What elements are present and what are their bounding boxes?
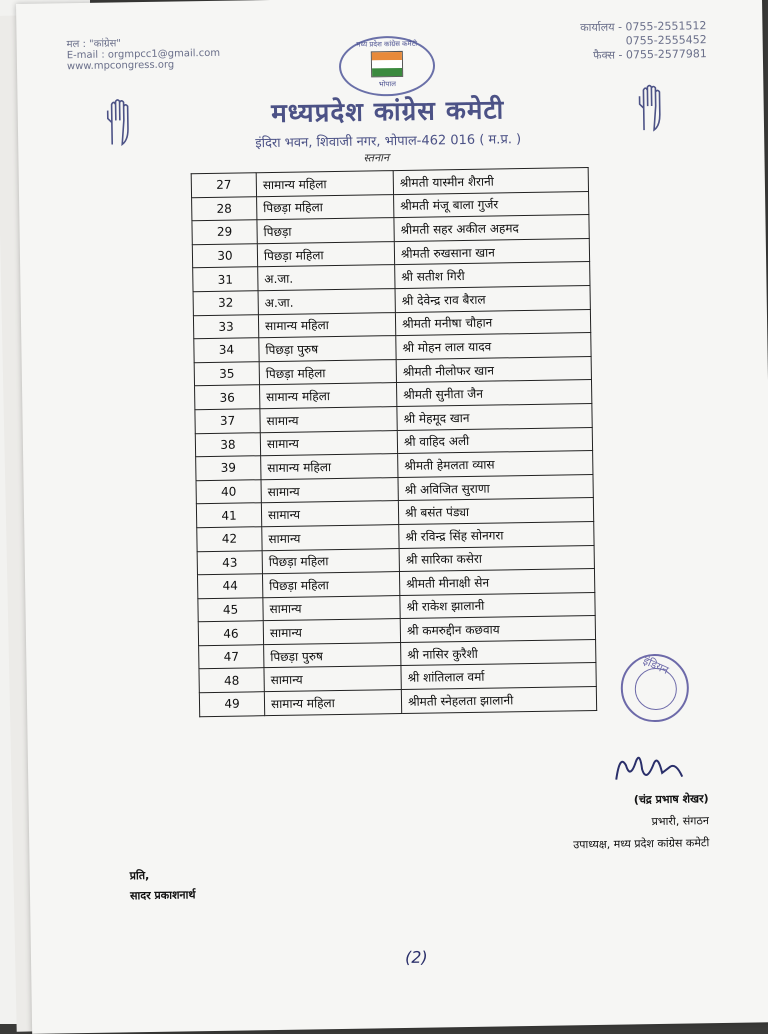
row-number: 34 <box>194 338 259 363</box>
row-category: सामान्य <box>264 666 401 692</box>
row-number: 45 <box>198 597 263 622</box>
row-name: श्री शांतिलाल वर्मा <box>401 663 596 690</box>
row-number: 46 <box>198 621 263 646</box>
row-category: सामान्य <box>263 619 400 645</box>
row-name: श्रीमती सहर अकील अहमद <box>394 215 589 242</box>
fax-number: फैक्स - 0755-2577981 <box>593 47 707 62</box>
row-category: सामान्य महिला <box>260 383 397 409</box>
organization-address: इंदिरा भवन, शिवाजी नगर, भोपाल-462 016 ( म.प्र. ) <box>255 132 522 152</box>
row-number: 31 <box>193 267 258 292</box>
row-number: 36 <box>195 385 260 410</box>
row-name: श्री वाहिद अली <box>397 427 592 454</box>
row-name: श्री मोहन लाल यादव <box>396 333 591 360</box>
row-name: श्रीमती रुखसाना खान <box>394 238 589 265</box>
row-name: श्रीमती मीनाक्षी सेन <box>399 569 594 596</box>
hand-symbol-icon-right <box>631 84 674 133</box>
row-name: श्री राकेश झालानी <box>400 592 595 619</box>
row-category: पिछड़ा पुरुष <box>264 642 401 668</box>
row-name: श्री मेहमूद खान <box>397 403 592 430</box>
row-number: 38 <box>195 432 260 457</box>
row-category: पिछड़ा महिला <box>262 548 399 574</box>
row-name: श्रीमती स्नेहलता झालानी <box>401 687 596 714</box>
official-stamp <box>620 654 689 723</box>
seal-text: मध्य प्रदेश कांग्रेस कमेटी <box>356 39 418 49</box>
recipient-to: प्रति, <box>129 869 150 883</box>
row-category: अ.जा. <box>258 265 395 291</box>
signatory-block <box>508 788 709 857</box>
row-category: सामान्य महिला <box>256 171 393 197</box>
signatory-designation: उपाध्यक्ष, मध्य प्रदेश कांग्रेस कमेटी <box>573 836 710 852</box>
telegram-label: मल : "कांग्रेस" <box>66 38 122 51</box>
contact-left <box>67 37 221 72</box>
row-number: 39 <box>196 456 261 481</box>
row-number: 28 <box>192 196 257 221</box>
hand-symbol-icon-left <box>99 98 142 147</box>
row-name: श्री देवेन्द्र राव बैराल <box>395 285 590 312</box>
row-name: श्रीमती सुनीता जैन <box>396 380 591 407</box>
row-name: श्री बसंत पंड्या <box>398 498 593 525</box>
row-number: 32 <box>193 291 258 316</box>
row-number: 35 <box>194 361 259 386</box>
contact-right <box>546 19 707 64</box>
stamp-text: इंडियन <box>640 654 671 677</box>
signatory-role: प्रभारी, संगठन <box>651 814 710 829</box>
flag-icon <box>371 51 403 77</box>
row-number: 44 <box>197 574 262 599</box>
row-category: अ.जा. <box>258 289 395 315</box>
row-number: 40 <box>196 479 261 504</box>
row-category: पिछड़ा महिला <box>257 194 394 220</box>
website-text: www.mpcongress.org <box>66 59 175 73</box>
row-name: श्रीमती मंजू बाला गुर्जर <box>394 191 589 218</box>
row-name: श्री रविन्द्र सिंह सोनगरा <box>399 521 594 548</box>
row-category: सामान्य महिला <box>261 454 398 480</box>
row-category: सामान्य <box>260 407 397 433</box>
table-row <box>199 687 596 717</box>
office-phone: कार्यालय - 0755-2551512 <box>580 19 707 35</box>
row-category: पिछड़ा महिला <box>257 241 394 267</box>
row-category: पिछड़ा पुरुष <box>259 336 396 362</box>
row-number: 49 <box>199 692 264 717</box>
recipient-block <box>130 865 196 906</box>
recipient-purpose: सादर प्रकाशनार्थ <box>129 888 196 903</box>
page-number: (2) <box>404 947 428 968</box>
member-roster-table <box>191 167 597 717</box>
row-name: श्री सतीश गिरी <box>395 262 590 289</box>
row-category: सामान्य <box>261 501 398 527</box>
row-name: श्री अविजित सुराणा <box>398 474 593 501</box>
row-category: पिछड़ा महिला <box>262 572 399 598</box>
office-phone-2: 0755-2555452 <box>625 33 707 48</box>
row-category: सामान्य <box>260 430 397 456</box>
party-seal-logo <box>339 35 436 97</box>
row-number: 42 <box>197 527 262 552</box>
organization-title: मध्यप्रदेश कांग्रेस कमेटी <box>270 95 505 130</box>
row-name: श्री सारिका कसेरा <box>399 545 594 572</box>
signatory-name: (चंद्र प्रभाष शेखर) <box>633 792 709 807</box>
row-category: सामान्य महिला <box>264 690 401 716</box>
row-name: श्रीमती नीलोफर खान <box>396 356 591 383</box>
row-name: श्रीमती यास्मीन शैरानी <box>393 168 588 195</box>
row-number: 37 <box>195 409 260 434</box>
row-category: सामान्य <box>261 477 398 503</box>
row-name: श्री कमरुद्दीन कछवाय <box>400 616 595 643</box>
row-number: 27 <box>191 173 256 198</box>
row-name: श्रीमती हेमलता व्यास <box>398 451 593 478</box>
row-number: 48 <box>199 668 264 693</box>
row-number: 43 <box>197 550 262 575</box>
row-category: पिछड़ा महिला <box>259 359 396 385</box>
email-text: E-mail : orgmpcc1@gmail.com <box>66 47 221 62</box>
row-category: सामान्य महिला <box>258 312 395 338</box>
seal-city: भोपाल <box>378 80 397 89</box>
row-number: 33 <box>193 314 258 339</box>
row-number: 41 <box>196 503 261 528</box>
signature-mark <box>610 749 691 790</box>
handwritten-note: स्तनान <box>363 151 390 165</box>
row-name: श्रीमती मनीषा चौहान <box>395 309 590 336</box>
document-page <box>16 0 768 1034</box>
row-category: सामान्य <box>262 524 399 550</box>
row-category: सामान्य <box>263 595 400 621</box>
row-category: पिछड़ा <box>257 218 394 244</box>
row-name: श्री नासिर कुरैशी <box>401 639 596 666</box>
row-number: 47 <box>199 645 264 670</box>
row-number: 30 <box>192 244 257 269</box>
row-number: 29 <box>192 220 257 245</box>
